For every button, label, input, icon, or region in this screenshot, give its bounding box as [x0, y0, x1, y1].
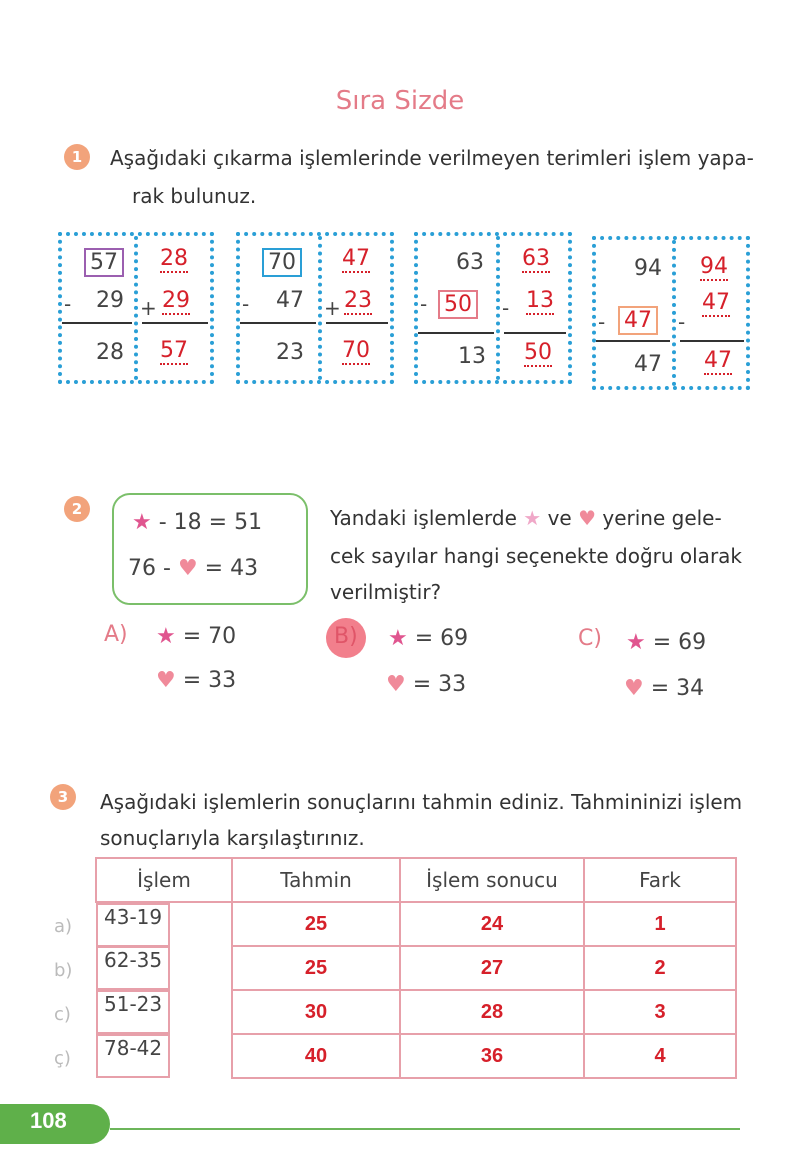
box-2-left-column	[240, 236, 318, 380]
guess-cell: 30	[232, 990, 400, 1034]
row-label-a: a)	[54, 916, 73, 937]
option-a-label[interactable]: A)	[104, 622, 128, 647]
box-4-right-mid: 47	[702, 290, 730, 315]
subtraction-box-4	[592, 236, 750, 390]
option-b-star-value	[388, 626, 468, 651]
header-tahmin: Tahmin	[232, 858, 400, 902]
box-1-left-mid: 29	[96, 288, 124, 313]
star-icon: ★	[626, 630, 646, 655]
question-1-text-line1: Aşağıdaki çıkarma işlemlerinde verilmeyen terimleri işlem yapa-	[110, 146, 754, 170]
box-2-right-column	[318, 236, 390, 380]
row-label-b: b)	[54, 960, 73, 981]
comparison-table	[95, 857, 737, 1079]
result-cell: 36	[400, 1034, 584, 1078]
box-1-left-bottom: 28	[96, 340, 124, 365]
box-2-right-line	[326, 322, 388, 324]
question-3-number: 3	[50, 784, 76, 810]
box-3-left-line	[418, 332, 494, 334]
option-c-heart-value	[624, 676, 704, 701]
box-3-right-column	[496, 236, 568, 380]
heart-icon: ♥	[386, 672, 406, 697]
box-3-right-top: 63	[522, 246, 550, 271]
box-4-right-bottom: 47	[704, 348, 732, 373]
box-2-left-top: 70	[262, 248, 302, 277]
heart-icon: ♥	[177, 556, 198, 581]
box-4-left-bottom: 47	[634, 352, 662, 377]
option-c-star-text: = 69	[652, 630, 707, 655]
box-3-left-column	[418, 236, 496, 380]
box-1-left-top: 57	[84, 248, 124, 277]
box-4-right-top: 94	[700, 254, 728, 279]
box-4-left-mid: 47	[618, 306, 658, 335]
equation-2-right: = 43	[204, 556, 259, 581]
guess-cell: 25	[232, 902, 400, 946]
box-2-right-mid: 23	[344, 288, 372, 313]
diff-cell: 2	[584, 946, 736, 990]
equation-2	[128, 556, 258, 581]
box-2-right-operator: +	[324, 296, 341, 320]
box-1-right-mid: 29	[162, 288, 190, 313]
box-4-left-top: 94	[634, 256, 662, 281]
table-row	[96, 990, 736, 1034]
box-1-right-line	[142, 322, 208, 324]
box-4-right-operator: -	[678, 310, 686, 334]
result-cell: 28	[400, 990, 584, 1034]
box-3-left-top: 63	[456, 250, 484, 275]
box-4-left-line	[596, 340, 670, 342]
heart-icon: ♥	[624, 676, 644, 701]
option-b-heart-text: = 33	[412, 672, 467, 697]
page-title: Sıra Sizde	[335, 86, 465, 116]
row-label-d: ç)	[54, 1048, 71, 1069]
header-islem-sonucu: İşlem sonucu	[400, 858, 584, 902]
box-3-right-bottom: 50	[524, 340, 552, 365]
equation-1	[132, 510, 262, 535]
option-a-heart-text: = 33	[182, 668, 237, 693]
table-header-row	[96, 858, 736, 902]
option-c-label[interactable]: C)	[578, 626, 602, 651]
question-2-number: 2	[64, 496, 90, 522]
box-2-right-top: 47	[342, 246, 370, 271]
box-2-left-line	[240, 322, 316, 324]
box-4-right-column	[672, 240, 746, 386]
question-2-text-line2: cek sayılar hangi seçenekte doğru olarak	[330, 544, 743, 568]
header-islem: İşlem	[96, 858, 232, 902]
diff-cell: 3	[584, 990, 736, 1034]
option-a-star-text: = 70	[182, 624, 237, 649]
question-2-text-line1	[330, 500, 722, 536]
box-1-left-line	[62, 322, 132, 324]
option-b-heart-value	[386, 672, 466, 697]
table-row	[96, 902, 736, 946]
box-4-right-line	[680, 340, 744, 342]
question-1-text-line2: rak bulunuz.	[132, 184, 257, 208]
option-c-star-value	[626, 630, 706, 655]
box-1-right-column	[134, 236, 210, 380]
footer-divider	[110, 1128, 740, 1130]
row-label-c: c)	[54, 1004, 71, 1025]
box-1-right-operator: +	[140, 296, 157, 320]
table-row	[96, 1034, 736, 1078]
option-b-star-text: = 69	[414, 626, 469, 651]
option-b-label[interactable]: B)	[334, 624, 358, 649]
operation-cell: 62-35	[96, 946, 170, 990]
box-1-left-column	[62, 236, 134, 380]
question-1-number: 1	[64, 144, 90, 170]
box-2-left-mid: 47	[276, 288, 304, 313]
question-3-text-line2: sonuçlarıyla karşılaştırınız.	[100, 826, 365, 850]
page-number: 108	[30, 1108, 67, 1133]
box-4-left-operator: -	[598, 310, 606, 334]
question-2-text-part-c: yerine gele-	[602, 506, 722, 530]
star-icon: ★	[523, 506, 542, 530]
star-icon: ★	[156, 624, 176, 649]
box-3-right-line	[504, 332, 566, 334]
table-row	[96, 946, 736, 990]
option-a-heart-value	[156, 668, 236, 693]
operation-cell: 78-42	[96, 1034, 170, 1078]
box-1-left-operator: -	[64, 292, 72, 316]
option-c-heart-text: = 34	[650, 676, 705, 701]
box-2-right-bottom: 70	[342, 338, 370, 363]
operation-cell: 43-19	[96, 903, 170, 947]
box-3-left-operator: -	[420, 292, 428, 316]
question-2-text-part-a: Yandaki işlemlerde	[330, 506, 517, 530]
question-2-text-line3: verilmiştir?	[330, 580, 442, 604]
box-3-right-operator: -	[502, 296, 510, 320]
box-1-right-top: 28	[160, 246, 188, 271]
box-3-left-bottom: 13	[458, 344, 486, 369]
star-icon: ★	[388, 626, 408, 651]
diff-cell: 1	[584, 902, 736, 946]
box-3-right-mid: 13	[526, 288, 554, 313]
box-4-left-column	[596, 240, 672, 386]
question-2-text-part-b: ve	[547, 506, 572, 530]
equation-1-text: - 18 = 51	[158, 510, 263, 535]
header-fark: Fark	[584, 858, 736, 902]
result-cell: 27	[400, 946, 584, 990]
box-2-left-operator: -	[242, 292, 250, 316]
operation-cell: 51-23	[96, 990, 170, 1034]
result-cell: 24	[400, 902, 584, 946]
heart-icon: ♥	[578, 506, 596, 530]
option-a-star-value	[156, 624, 236, 649]
heart-icon: ♥	[156, 668, 176, 693]
diff-cell: 4	[584, 1034, 736, 1078]
equation-2-left: 76 -	[128, 556, 171, 581]
guess-cell: 40	[232, 1034, 400, 1078]
guess-cell: 25	[232, 946, 400, 990]
subtraction-box-3	[414, 232, 572, 384]
box-1-right-bottom: 57	[160, 338, 188, 363]
subtraction-box-1	[58, 232, 214, 384]
box-3-left-mid: 50	[438, 290, 478, 319]
box-2-left-bottom: 23	[276, 340, 304, 365]
question-3-text-line1: Aşağıdaki işlemlerin sonuçlarını tahmin ediniz. Tahmininizi işlem	[100, 790, 743, 814]
subtraction-box-2	[236, 232, 394, 384]
star-icon: ★	[132, 510, 152, 535]
